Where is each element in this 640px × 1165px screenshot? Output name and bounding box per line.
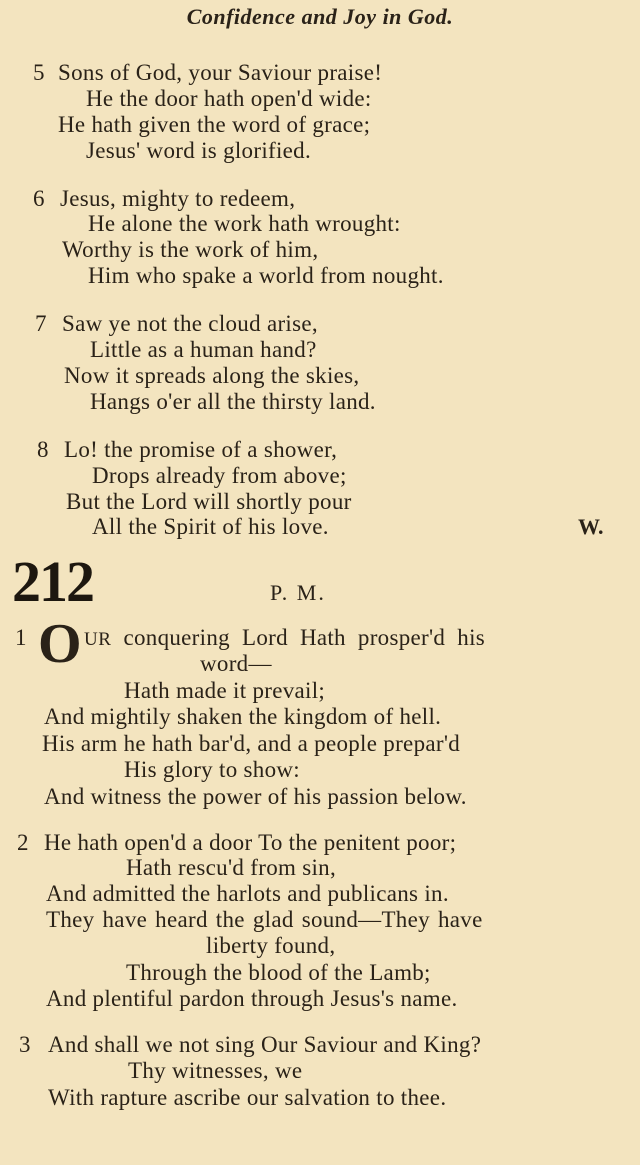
verse-line: But the Lord will shortly pour — [66, 489, 352, 514]
verse-line: Jesus' word is glorified. — [86, 138, 312, 163]
stanza-number: 8 — [37, 437, 49, 462]
verse-line: Hath made it prevail; — [124, 678, 326, 703]
stanza-number: 6 — [33, 186, 45, 211]
verse-line: liberty found, — [206, 933, 336, 958]
stanza-number: 7 — [35, 311, 47, 336]
stanza-number: 2 — [17, 830, 29, 855]
page-header: Confidence and Joy in God. — [186, 4, 454, 29]
verse-line: And admitted the harlots and publicans in. — [46, 881, 449, 906]
verse-line: Jesus, mighty to redeem, — [60, 186, 296, 211]
verse-line: He alone the work hath wrought: — [88, 211, 401, 236]
drop-cap: O — [38, 613, 82, 675]
verse-line: Through the blood of the Lamb; — [126, 960, 431, 985]
verse-line: And shall we not sing Our Saviour and King? — [48, 1032, 482, 1057]
verse-line: word— — [200, 651, 272, 676]
verse-line: And witness the power of his passion below. — [44, 784, 467, 809]
verse-line: With rapture ascribe our salvation to thee. — [48, 1085, 447, 1110]
verse-line: Hath rescu'd from sin, — [126, 855, 337, 880]
verse-line: They have heard the glad sound—They have — [46, 907, 483, 932]
stanza-number: 5 — [33, 60, 45, 85]
hymn-meter: P. M. — [270, 580, 326, 605]
verse-line: His arm he hath bar'd, and a people prepar'd — [42, 731, 461, 756]
stanza-number: 1 — [15, 625, 27, 650]
verse-line-text: conquering Lord Hath prosper'd his — [123, 625, 486, 650]
verse-line: Lo! the promise of a shower, — [64, 437, 338, 462]
verse-line: His glory to show: — [124, 757, 300, 782]
hymn-number: 212 — [12, 549, 93, 614]
verse-line: Little as a human hand? — [90, 337, 317, 362]
verse-line: He the door hath open'd wide: — [86, 86, 372, 111]
verse-line: And plentiful pardon through Jesus's name. — [46, 986, 458, 1011]
stanza-number: 3 — [19, 1032, 31, 1057]
verse-line: All the Spirit of his love. — [92, 514, 329, 539]
verse-line: Hangs o'er all the thirsty land. — [90, 389, 376, 414]
verse-line: Saw ye not the cloud arise, — [62, 311, 318, 336]
verse-line — [84, 625, 485, 653]
verse-line: And mightily shaken the kingdom of hell. — [44, 704, 442, 729]
verse-line: Worthy is the work of him, — [62, 237, 319, 262]
author-initial: W. — [578, 514, 604, 539]
verse-line: He hath open'd a door To the penitent poor; — [44, 830, 457, 855]
small-caps: UR — [84, 629, 112, 650]
verse-line: Him who spake a world from nought. — [88, 263, 444, 288]
verse-line: Thy witnesses, we — [128, 1058, 303, 1083]
verse-line: Sons of God, your Saviour praise! — [58, 60, 383, 85]
verse-line: Drops already from above; — [92, 463, 347, 488]
verse-line: Now it spreads along the skies, — [64, 363, 360, 388]
verse-line: He hath given the word of grace; — [58, 112, 371, 137]
